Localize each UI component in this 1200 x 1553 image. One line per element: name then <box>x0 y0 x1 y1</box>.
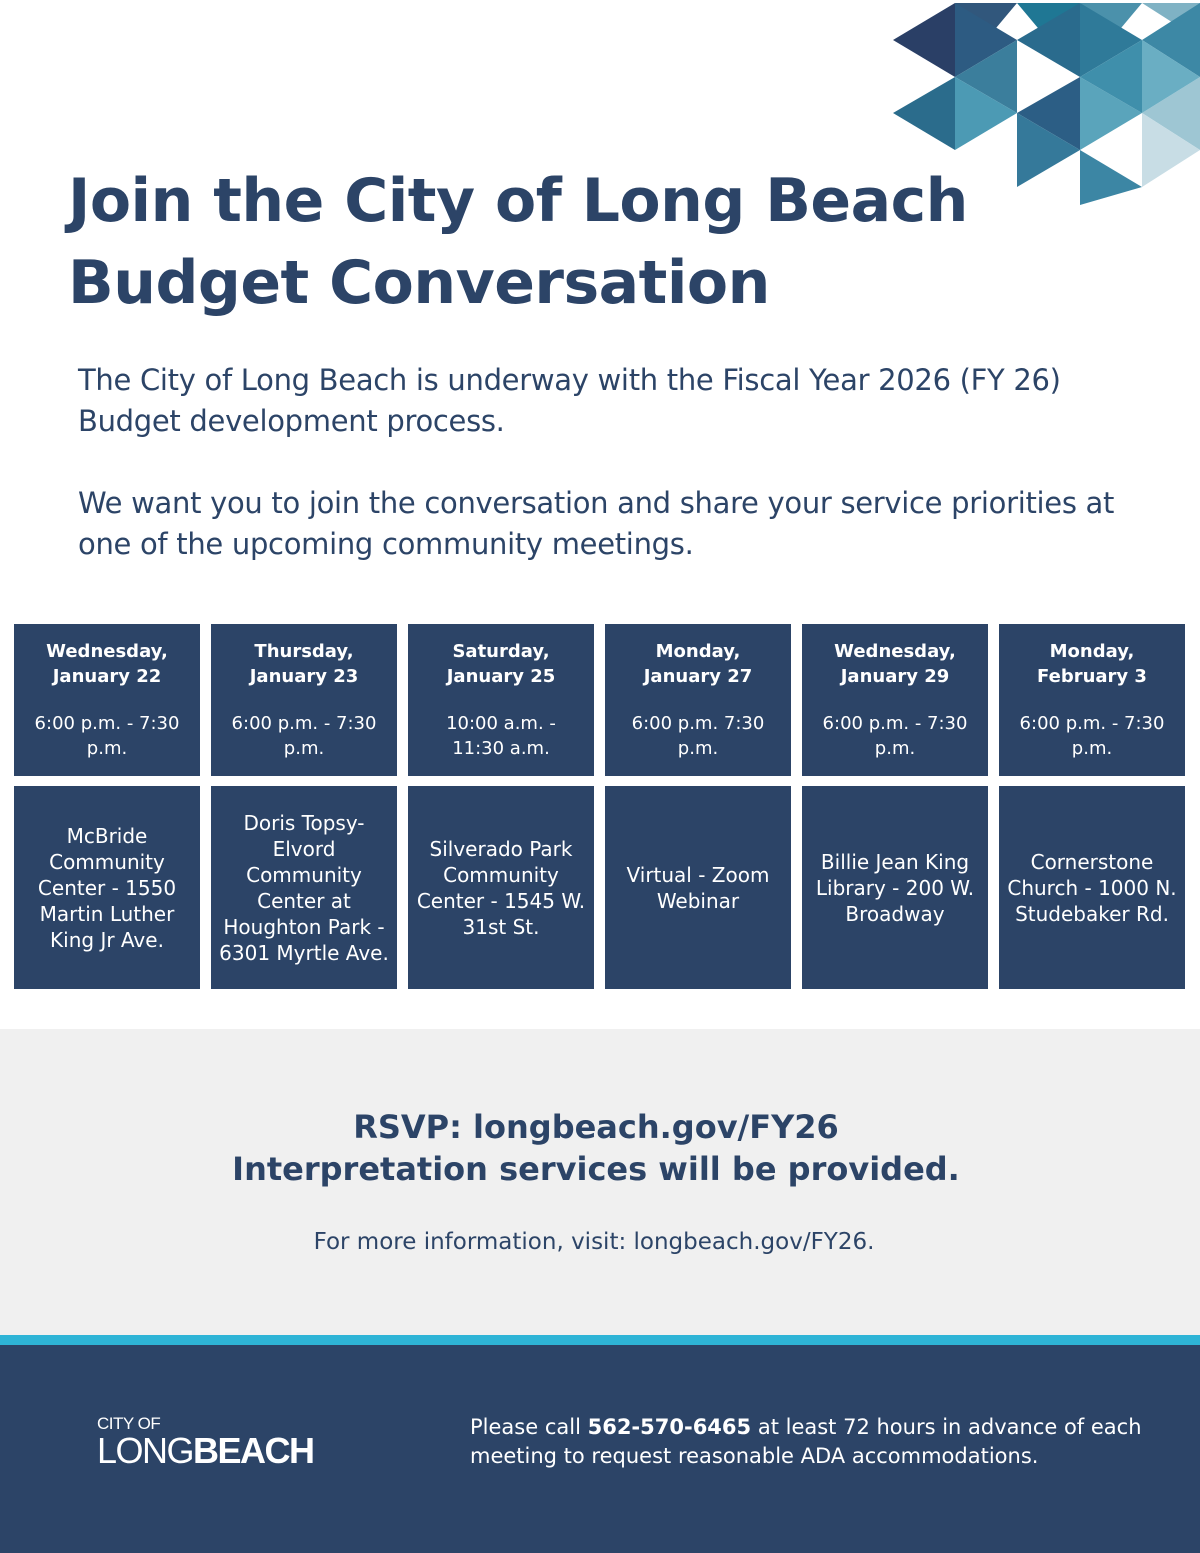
meeting-day: Saturday, January 25 <box>446 641 556 687</box>
interpretation-notice: Interpretation services will be provided. <box>232 1150 960 1188</box>
meeting-location-cell <box>408 786 594 989</box>
meeting-day: Wednesday, January 29 <box>834 641 956 687</box>
invite-paragraph: We want you to join the conversation and share your service priorities at one of the upcoming community meetings. <box>78 486 1115 561</box>
meeting-time: 6:00 p.m. - 7:30 p.m. <box>231 713 377 759</box>
ada-phone-number[interactable]: 562-570-6465 <box>587 1415 752 1439</box>
meeting-time: 10:00 a.m. - 11:30 a.m. <box>446 713 556 759</box>
meeting-date-cell <box>802 624 988 776</box>
meeting-time: 6:00 p.m. 7:30 p.m. <box>631 713 765 759</box>
more-info-text[interactable]: For more information, visit: longbeach.gov/FY26. <box>313 1229 875 1255</box>
page-title <box>68 160 968 324</box>
ada-suffix: at least 72 hours in advance of each meeting to request reasonable ADA accommodations. <box>470 1415 1142 1468</box>
meeting-location: McBride Community Center - 1550 Martin Luther King Jr Ave. <box>37 823 177 952</box>
meeting-day: Wednesday, January 22 <box>46 641 168 687</box>
title-line-2: Budget Conversation <box>68 248 770 318</box>
triangle-shape <box>893 77 955 150</box>
meeting-day: Monday, January 27 <box>643 641 753 687</box>
logo-beach: BEACH <box>193 1430 314 1471</box>
meeting-location-cell <box>605 786 791 989</box>
meeting-date-cell <box>408 624 594 776</box>
intro-paragraph: The City of Long Beach is underway with the Fiscal Year 2026 (FY 26) Budget development process. <box>78 363 1061 438</box>
meeting-location: Cornerstone Church - 1000 N. Studebaker Rd. <box>1007 849 1177 926</box>
meeting-location-cell <box>14 786 200 989</box>
title-line-1: Join the City of Long Beach <box>68 166 968 236</box>
triangle-shape <box>1080 150 1142 205</box>
meeting-location-cell <box>802 786 988 989</box>
meeting-location: Billie Jean King Library - 200 W. Broadway <box>815 849 975 926</box>
logo-long: LONG <box>97 1430 194 1471</box>
meeting-location: Virtual - Zoom Webinar <box>626 862 770 913</box>
meeting-date-cell <box>211 624 397 776</box>
city-logo <box>97 1415 314 1469</box>
logo-long-beach <box>97 1430 314 1471</box>
meeting-day: Thursday, January 23 <box>249 641 359 687</box>
meeting-location-cell <box>999 786 1185 989</box>
meeting-location-cell <box>211 786 397 989</box>
logo-city-of: CITY OF <box>97 1414 161 1433</box>
meeting-location: Doris Topsy-Elvord Community Center at Houghton Park - 6301 Myrtle Ave. <box>219 810 389 965</box>
meeting-time: 6:00 p.m. - 7:30 p.m. <box>1019 713 1165 759</box>
meeting-time: 6:00 p.m. - 7:30 p.m. <box>34 713 180 759</box>
ada-notice <box>470 1413 1150 1471</box>
meeting-day: Monday, February 3 <box>1037 641 1147 687</box>
meeting-location: Silverado Park Community Center - 1545 W. 31st St. <box>416 836 586 939</box>
ada-prefix: Please call <box>470 1415 588 1439</box>
meeting-date-cell <box>14 624 200 776</box>
triangle-shape <box>893 3 955 77</box>
accent-stripe <box>0 1335 1200 1345</box>
meeting-time: 6:00 p.m. - 7:30 p.m. <box>822 713 968 759</box>
rsvp-link-text[interactable]: RSVP: longbeach.gov/FY26 <box>353 1108 839 1146</box>
meeting-date-cell <box>999 624 1185 776</box>
meeting-date-cell <box>605 624 791 776</box>
